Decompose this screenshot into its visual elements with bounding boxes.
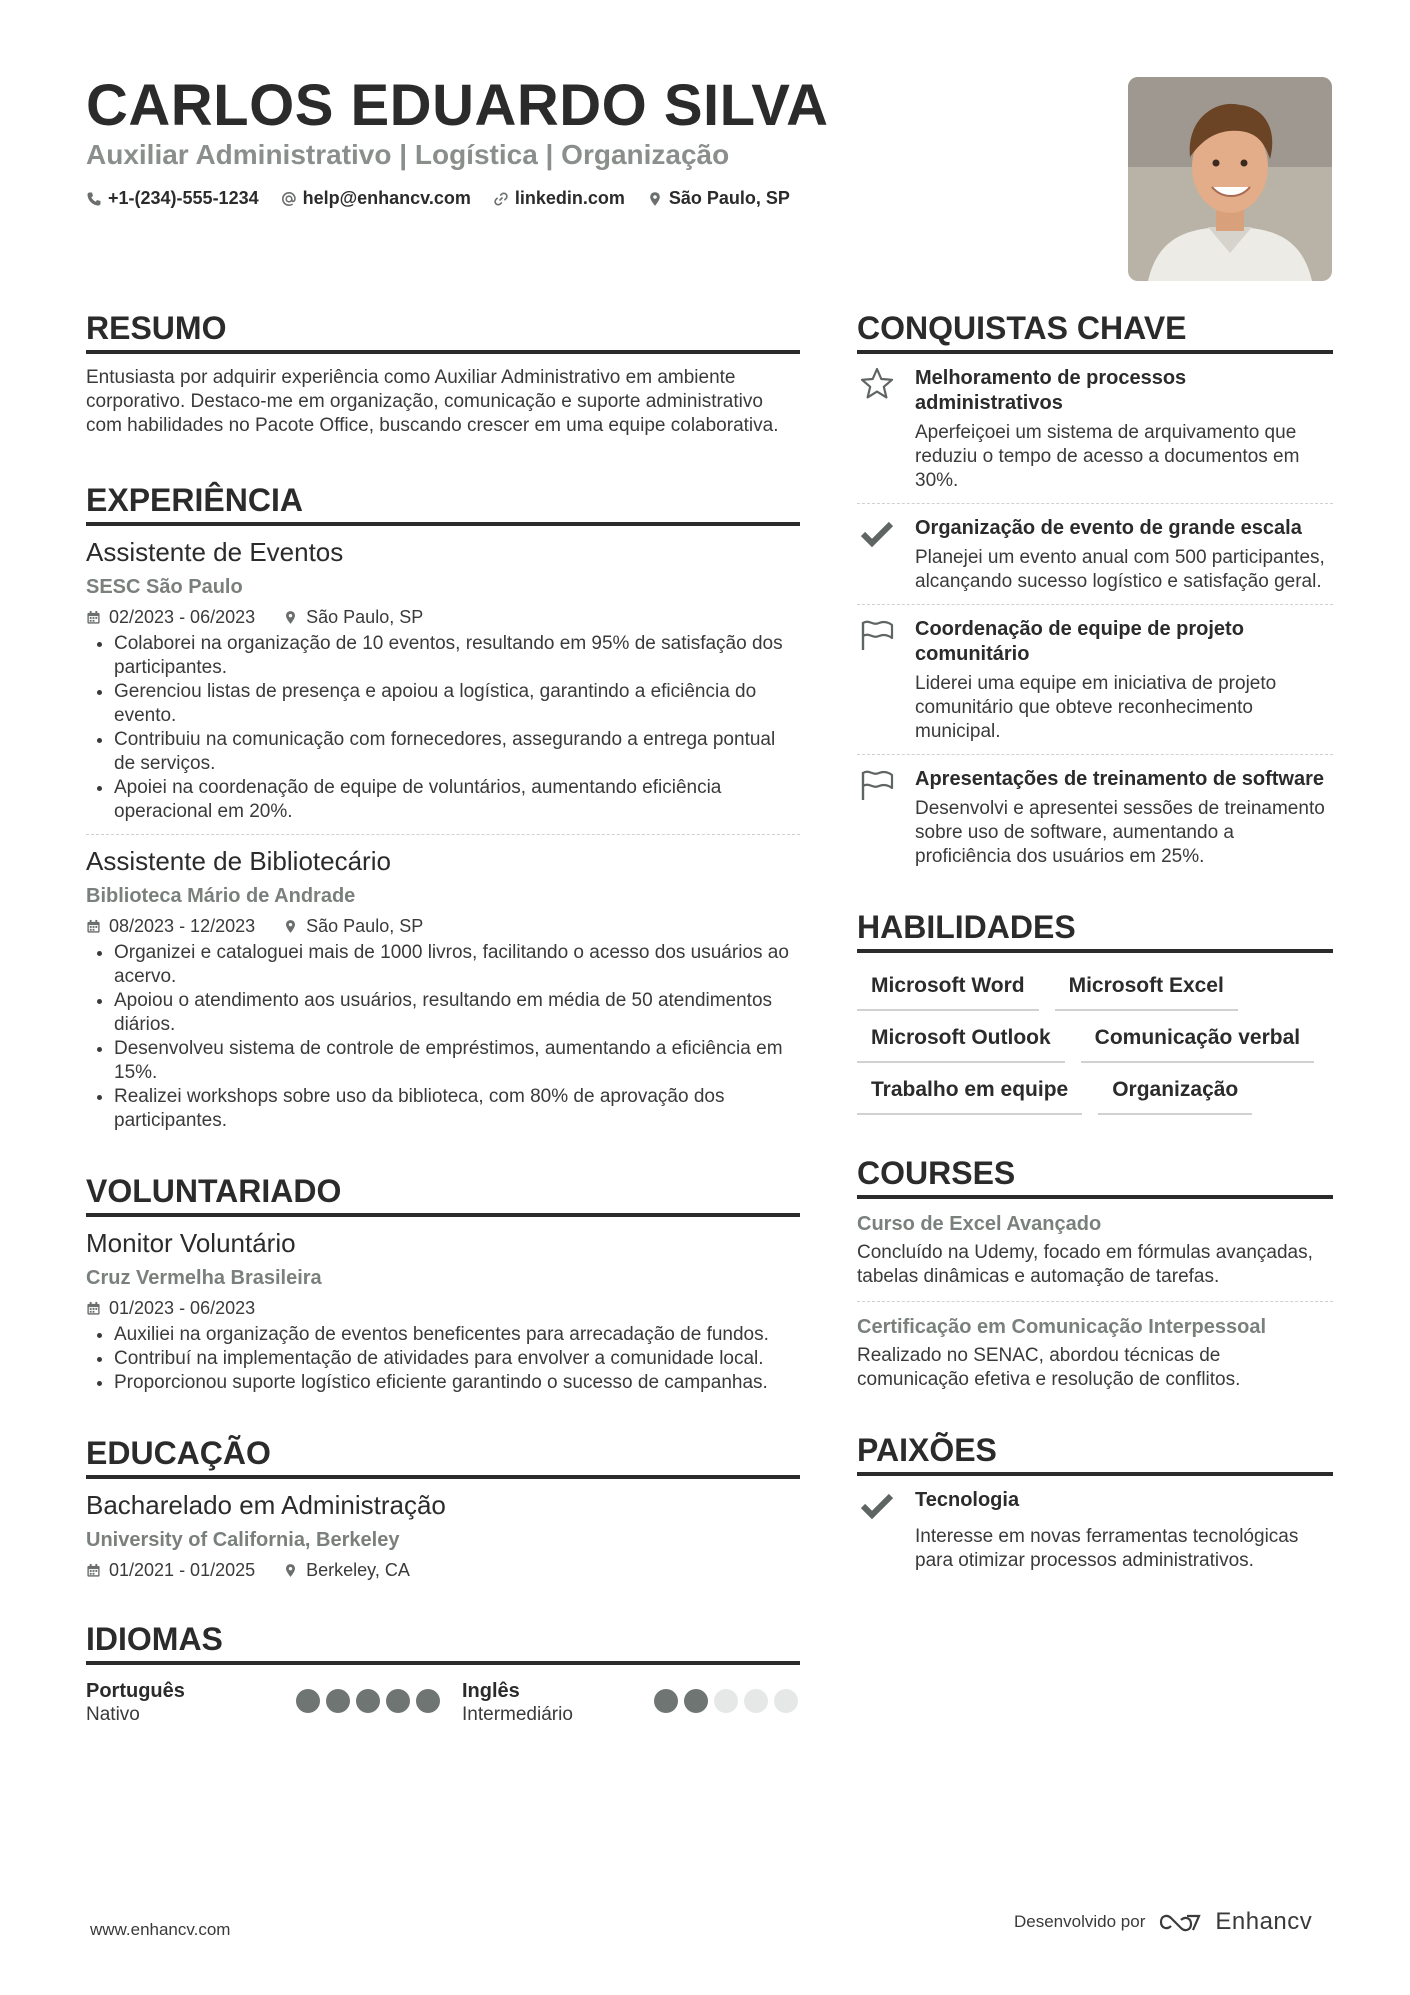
contact-location-text: São Paulo, SP: [668, 188, 790, 208]
experience-item: [86, 845, 800, 1133]
job-bullets: [86, 632, 800, 824]
experience-title: EXPERIÊNCIA: [86, 480, 800, 526]
job-meta: [86, 606, 800, 628]
calendar-icon: [86, 1563, 101, 1578]
job-bullet: • Gerenciou listas de presença e apoiou a logística, garantindo a eficiência do evento.: [114, 680, 800, 728]
volunteer-item: [86, 1227, 800, 1395]
contact-email[interactable]: [281, 188, 471, 209]
education-location: [283, 1559, 410, 1581]
job-bullets: [86, 941, 800, 1133]
calendar-icon: [86, 1301, 101, 1316]
passions-title: PAIXÕES: [857, 1430, 1333, 1476]
job-bullet: • Contribuiu na comunicação com fornecedores, assegurando a entrega pontual de serviços.: [114, 728, 800, 776]
achievement-desc: Aperfeiçoei um sistema de arquivamento que reduziu o tempo de acesso a documentos em 30%.: [915, 422, 1300, 491]
passion-desc: Interesse em novas ferramentas tecnológicas para otimizar processos administrativos.: [915, 1526, 1299, 1571]
course-desc: Realizado no SENAC, abordou técnicas de comunicação efetiva e resolução de conflitos.: [857, 1345, 1241, 1390]
enhancv-logo-icon: [1157, 1910, 1203, 1934]
achievement-title: Apresentações de treinamento de software: [915, 768, 1325, 790]
divider: [86, 834, 800, 835]
course-item: [857, 1211, 1333, 1301]
education-degree: Bacharelado em Administração: [86, 1490, 446, 1520]
candidate-name: CARLOS EDUARDO SILVA: [86, 73, 829, 138]
check-icon: [857, 1488, 897, 1528]
course-title: Curso de Excel Avançado: [857, 1213, 1102, 1235]
job-bullet: • Organizei e cataloguei mais de 1000 livros, facilitando o acesso dos usuários ao acervo.: [114, 941, 800, 989]
job-bullet: • Realizei workshops sobre uso da biblioteca, com 80% de aprovação dos participantes.: [114, 1085, 800, 1133]
job-role: Assistente de Eventos: [86, 537, 344, 567]
achievements-section: [857, 308, 1333, 869]
volunteer-dates: [86, 1297, 255, 1319]
skills-section: [857, 907, 1333, 1115]
location-pin-icon: [283, 1563, 298, 1578]
education-dates-text: 01/2021 - 01/2025: [109, 1560, 256, 1580]
contact-bar: [86, 188, 790, 209]
skill-tag: Comunicação verbal: [1081, 1025, 1314, 1063]
powered-by-text: Desenvolvido por: [1014, 1912, 1146, 1931]
achievement-title: Organização de evento de grande escala: [915, 517, 1302, 539]
volunteer-bullet: • Contribuí na implementação de atividades para envolver a comunidade local.: [114, 1347, 800, 1371]
rating-dot-filled: [416, 1689, 440, 1713]
rating-dot-filled: [356, 1689, 380, 1713]
skills-title: HABILIDADES: [857, 907, 1333, 953]
rating-dot-filled: [386, 1689, 410, 1713]
right-column: [857, 308, 1333, 1573]
flag-icon: [857, 617, 897, 657]
at-icon: [281, 191, 297, 207]
language-name: Português: [86, 1680, 185, 1702]
course-item: [857, 1314, 1333, 1392]
check-icon: [857, 516, 897, 556]
footer-website[interactable]: www.enhancv.com: [90, 1920, 231, 1939]
passion-title: Tecnologia: [915, 1489, 1020, 1511]
passions-section: [857, 1430, 1333, 1573]
skill-tag: Organização: [1098, 1077, 1252, 1115]
avatar: [1128, 77, 1332, 281]
education-dates: [86, 1559, 255, 1581]
passion-item: [857, 1476, 1333, 1573]
achievement-item: [857, 755, 1333, 869]
phone-icon: [86, 191, 102, 207]
achievement-title: Coordenação de equipe de projeto comunitário: [915, 618, 1244, 665]
location-pin-icon: [283, 919, 298, 934]
education-section: [86, 1433, 800, 1581]
course-title: Certificação em Comunicação Interpessoal: [857, 1316, 1267, 1338]
language-item: [462, 1679, 800, 1727]
rating-dot-empty: [744, 1689, 768, 1713]
job-company: Biblioteca Mário de Andrade: [86, 885, 356, 907]
contact-phone-text: +1-(234)-555-1234: [108, 188, 259, 208]
skill-tag: Trabalho em equipe: [857, 1077, 1082, 1115]
language-rating: [654, 1689, 798, 1727]
course-desc: Concluído na Udemy, focado em fórmulas avançadas, tabelas dinâmicas e automação de tarefas.: [857, 1242, 1313, 1287]
job-bullet: • Colaborei na organização de 10 eventos, resultando em 95% de satisfação dos participantes.: [114, 632, 800, 680]
language-level: Nativo: [86, 1704, 140, 1725]
achievement-title: Melhoramento de processos administrativos: [915, 367, 1187, 414]
education-meta: [86, 1559, 800, 1581]
star-icon: [857, 366, 897, 406]
job-location: [283, 915, 423, 937]
footer-branding[interactable]: [1014, 1908, 1312, 1936]
achievement-desc: Planejei um evento anual com 500 participantes, alcançando sucesso logístico e satisfação geral.: [915, 547, 1325, 592]
job-dates-text: 08/2023 - 12/2023: [109, 916, 256, 936]
rating-dot-empty: [714, 1689, 738, 1713]
education-location-text: Berkeley, CA: [306, 1560, 410, 1580]
skill-tag: Microsoft Excel: [1055, 973, 1238, 1011]
job-bullet: • Desenvolveu sistema de controle de empréstimos, aumentando a eficiência em 15%.: [114, 1037, 800, 1085]
achievements-title: CONQUISTAS CHAVE: [857, 308, 1333, 354]
rating-dot-empty: [774, 1689, 798, 1713]
job-meta: [86, 915, 800, 937]
link-icon: [493, 191, 509, 207]
calendar-icon: [86, 610, 101, 625]
summary-section: [86, 308, 800, 438]
job-dates: [86, 606, 255, 628]
rating-dot-filled: [296, 1689, 320, 1713]
skill-tag: Microsoft Word: [857, 973, 1039, 1011]
flag-icon: [857, 767, 897, 807]
courses-section: [857, 1153, 1333, 1392]
language-name: Inglês: [462, 1680, 520, 1702]
volunteer-bullet: • Auxiliei na organização de eventos beneficentes para arrecadação de fundos.: [114, 1323, 800, 1347]
volunteer-title: VOLUNTARIADO: [86, 1171, 800, 1217]
achievement-item: [857, 354, 1333, 503]
rating-dot-filled: [654, 1689, 678, 1713]
volunteer-org: Cruz Vermelha Brasileira: [86, 1267, 322, 1289]
job-company: SESC São Paulo: [86, 576, 243, 598]
divider: [857, 1301, 1333, 1302]
volunteer-bullets: [86, 1323, 800, 1395]
calendar-icon: [86, 919, 101, 934]
language-rating: [296, 1689, 440, 1727]
rating-dot-filled: [326, 1689, 350, 1713]
courses-title: COURSES: [857, 1153, 1333, 1199]
location-pin-icon: [283, 610, 298, 625]
job-bullet: • Apoiei na coordenação de equipe de voluntários, aumentando eficiência operacional em 20%.: [114, 776, 800, 824]
achievement-item: [857, 605, 1333, 754]
job-bullet: • Apoiou o atendimento aos usuários, resultando em média de 50 atendimentos diários.: [114, 989, 800, 1037]
rating-dot-filled: [684, 1689, 708, 1713]
volunteer-dates-text: 01/2023 - 06/2023: [109, 1298, 256, 1318]
job-role: Assistente de Bibliotecário: [86, 846, 391, 876]
education-school: University of California, Berkeley: [86, 1529, 400, 1551]
job-dates-text: 02/2023 - 06/2023: [109, 607, 256, 627]
education-item: [86, 1489, 800, 1581]
profile-photo: [1128, 77, 1332, 281]
volunteer-role: Monitor Voluntário: [86, 1228, 296, 1258]
contact-location: [647, 188, 790, 209]
summary-title: RESUMO: [86, 308, 800, 354]
contact-email-text: help@enhancv.com: [302, 188, 471, 208]
education-title: EDUCAÇÃO: [86, 1433, 800, 1479]
job-location: [283, 606, 423, 628]
contact-linkedin-text: linkedin.com: [514, 188, 625, 208]
achievement-desc: Liderei uma equipe em iniciativa de projeto comunitário que obteve reconhecimento municipal.: [915, 673, 1277, 742]
experience-section: [86, 480, 800, 1133]
contact-linkedin[interactable]: [493, 188, 625, 209]
contact-phone[interactable]: [86, 188, 259, 209]
volunteer-meta: [86, 1297, 800, 1319]
left-column: [86, 308, 800, 1727]
skill-tag: Microsoft Outlook: [857, 1025, 1065, 1063]
job-location-text: São Paulo, SP: [306, 607, 424, 627]
achievement-desc: Desenvolvi e apresentei sessões de treinamento sobre uso de software, aumentando a proficiência dos usuários em 25%.: [915, 798, 1325, 867]
job-location-text: São Paulo, SP: [306, 916, 424, 936]
location-pin-icon: [647, 191, 663, 207]
candidate-subtitle: Auxiliar Administrativo | Logística | Organização: [86, 139, 730, 170]
language-level: Intermediário: [462, 1704, 573, 1725]
skills-list: [857, 973, 1333, 1115]
brand-name: Enhancv: [1215, 1908, 1313, 1935]
experience-item: [86, 536, 800, 824]
languages-list: [86, 1679, 800, 1727]
languages-section: [86, 1619, 800, 1727]
volunteer-section: [86, 1171, 800, 1395]
language-item: [86, 1679, 462, 1727]
job-dates: [86, 915, 255, 937]
volunteer-bullet: • Proporcionou suporte logístico eficiente garantindo o sucesso de campanhas.: [114, 1371, 800, 1395]
summary-text: Entusiasta por adquirir experiência como Auxiliar Administrativo em ambiente corporativo. Destaco-me em organização, comunicação e suporte administrativo com habilidades no Pacote Office, buscando crescer em uma equipe colaborativa.: [86, 367, 779, 436]
achievement-item: [857, 504, 1333, 604]
languages-title: IDIOMAS: [86, 1619, 800, 1665]
